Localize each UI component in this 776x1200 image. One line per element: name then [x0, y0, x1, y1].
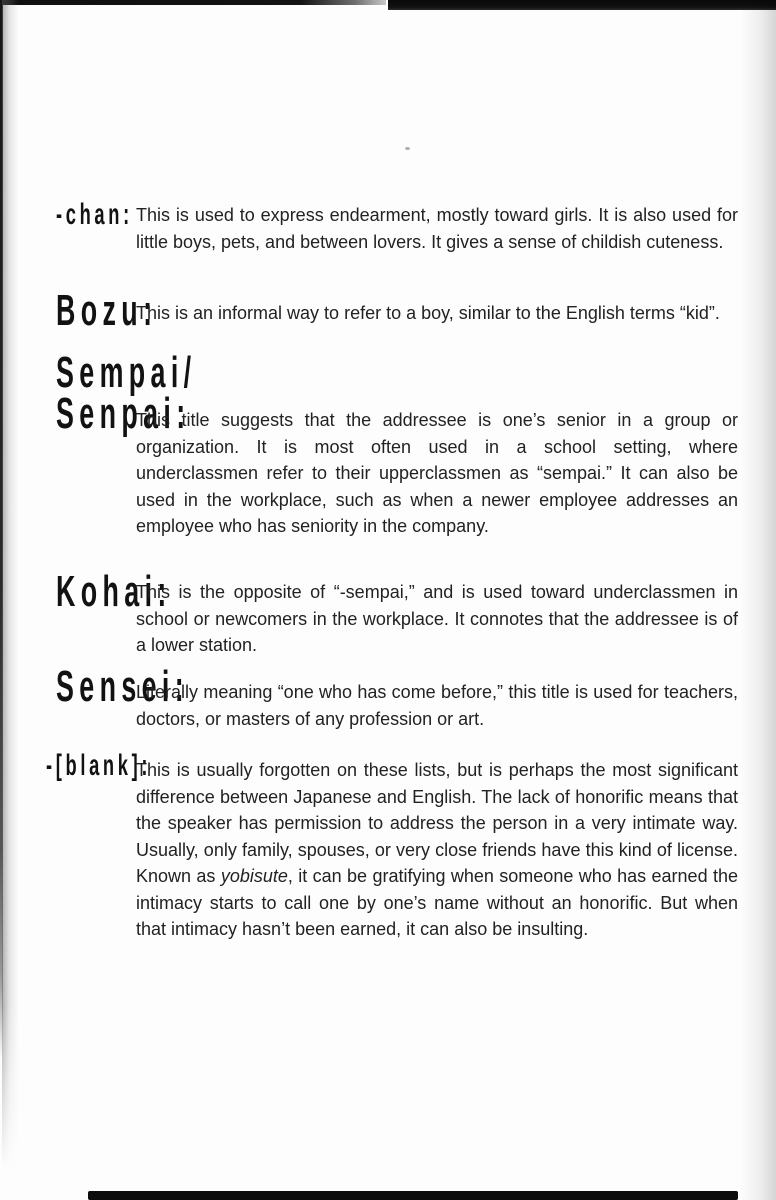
page-edge-top-left-bar [0, 0, 386, 5]
definition-bozu [136, 300, 738, 327]
term-label: -[blank]: [46, 749, 152, 782]
definition-text: This is usually forgotten on these lists, but is perhaps the most significant difference between Japanese and English. The lack of honorific means that the speaker has permission to address the person in a very intimate way. Usually, only family, spouses, or very close friends have this kind of license. Known as [136, 760, 738, 886]
term-label: Sensei: [56, 662, 190, 711]
definition-text: This is the opposite of “-sempai,” and is used toward underclassmen in school or newcomers in the workplace. It connotes that the addressee is of a lower station. [136, 582, 738, 655]
definition-text: , it can be gratifying when someone who has earned the intimacy starts to call one by one’s name without an honorific. But when that intimacy hasn’t been earned, it can also be insulting. [136, 866, 738, 939]
term-label: -chan: [56, 198, 133, 231]
definition-text: Literally meaning “one who has come before,” this title is used for teachers, doctors, or masters of any profession or art. [136, 682, 738, 729]
definition-sempai [136, 407, 738, 540]
definition-text: This is used to express endearment, mostly toward girls. It is also used for little boys, pets, and between lovers. It gives a sense of childish cuteness. [136, 205, 738, 252]
term-label: Senpai: [56, 389, 191, 438]
definition-text: This is an informal way to refer to a boy, similar to the English terms “kid”. [136, 303, 720, 323]
definition-kohai [136, 579, 738, 659]
definition-blank [136, 757, 738, 943]
definition-text: This title suggests that the addressee is one’s senior in a group or organization. It is most often used in a school setting, where underclassmen refer to their upperclassmen as “sempai.” It can also be used in the workplace, such as when a newer employee addresses an employee who has seniority in the company. [136, 410, 738, 536]
term-label: Sempai/ [56, 348, 197, 397]
definition-chan [136, 202, 738, 255]
scan-speck [405, 147, 410, 150]
term-label: Bozu: [56, 286, 158, 335]
definition-italic-text: yobisute [220, 866, 288, 886]
page-gutter-shadow [2, 0, 19, 1170]
page-curl-shadow [740, 0, 776, 1200]
definition-sensei [136, 679, 738, 732]
term-label: Kohai: [56, 567, 172, 616]
page-edge-bottom-bar [88, 1191, 738, 1200]
page-edge-top-right-bar [388, 0, 776, 10]
